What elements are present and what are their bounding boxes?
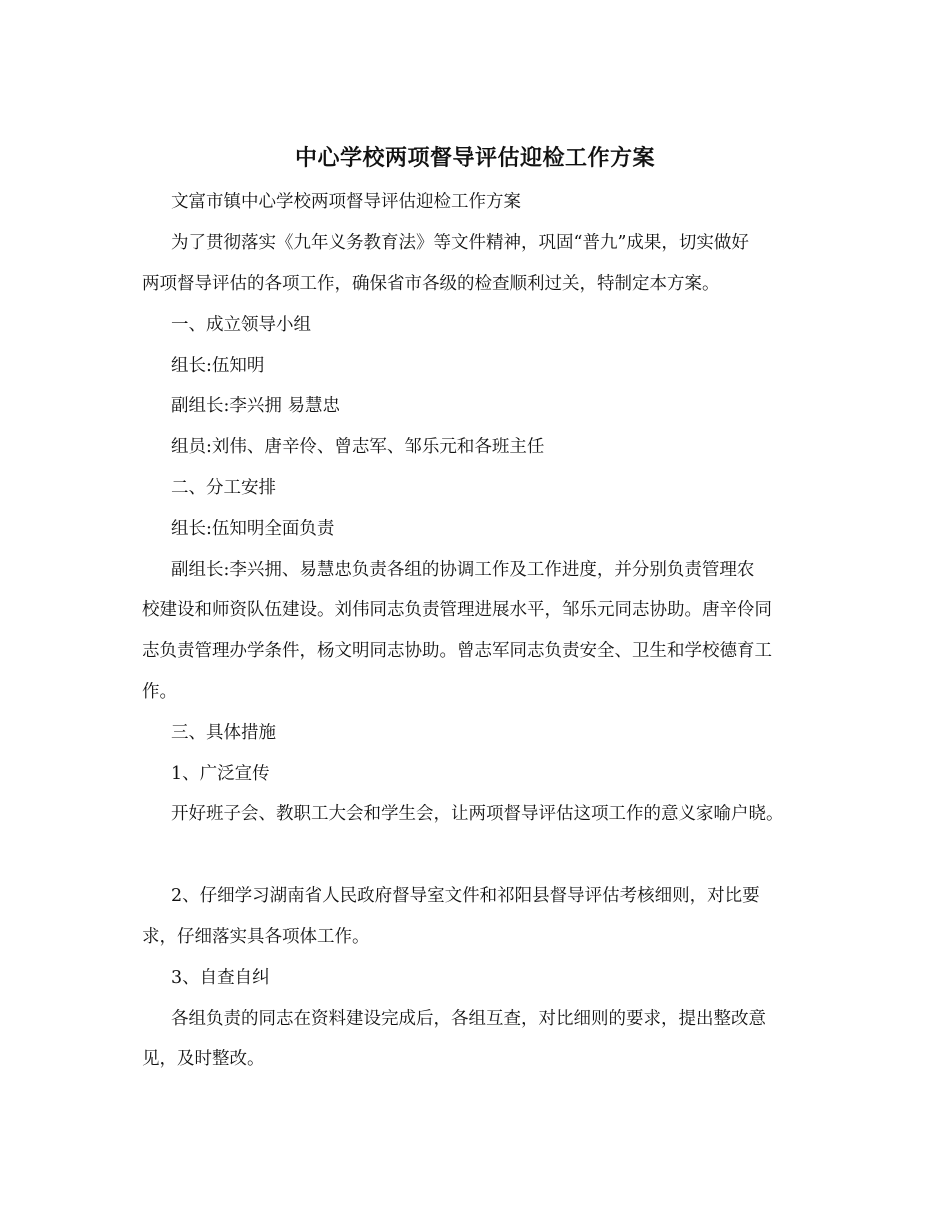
section-heading: 二、分工安排: [171, 478, 276, 498]
paragraph-line: 副组长:李兴拥 易慧忠: [171, 396, 340, 416]
paragraph-line: 校建设和师资队伍建设。刘伟同志负责管理进展水平，邹乐元同志协助。唐辛伶同: [142, 600, 772, 620]
paragraph-line: 副组长:李兴拥、易慧忠负责各组的协调工作及工作进度，并分别负责管理农: [171, 560, 755, 580]
paragraph-line: 开好班子会、教职工大会和学生会，让两项督导评估这项工作的意义家喻户晓。: [171, 804, 784, 824]
subsection-heading: 1、广泛宣传: [171, 764, 270, 784]
paragraph-line: 为了贯彻落实《九年义务教育法》等文件精神，巩固“普九”成果，切实做好: [171, 233, 749, 253]
paragraph-line: 组员:刘伟、唐辛伶、曾志军、邹乐元和各班主任: [171, 437, 545, 457]
subtitle-line: 文富市镇中心学校两项督导评估迎检工作方案: [171, 192, 521, 212]
paragraph-line: 组长:伍知明全面负责: [171, 519, 335, 539]
paragraph-line: 作。: [142, 682, 177, 702]
paragraph-line: 志负责管理办学条件，杨文明同志协助。曾志军同志负责安全、卫生和学校德育工: [142, 641, 772, 661]
paragraph-line: 组长:伍知明: [171, 356, 265, 376]
subsection-heading: 3、自查自纠: [171, 968, 270, 988]
paragraph-line: 求，仔细落实具各项体工作。: [142, 927, 370, 947]
section-heading: 三、具体措施: [171, 723, 276, 743]
document-title: 中心学校两项督导评估迎检工作方案: [294, 145, 655, 171]
paragraph-line: 各组负责的同志在资料建设完成后，各组互查，对比细则的要求，提出整改意: [171, 1009, 766, 1029]
paragraph-line: 见，及时整改。: [142, 1049, 265, 1069]
section-heading: 一、成立领导小组: [171, 315, 311, 335]
paragraph-line: 两项督导评估的各项工作，确保省市各级的检查顺利过关，特制定本方案。: [142, 274, 720, 294]
subsection-heading: 2、仔细学习湖南省人民政府督导室文件和祁阳县督导评估考核细则，对比要: [171, 886, 760, 906]
